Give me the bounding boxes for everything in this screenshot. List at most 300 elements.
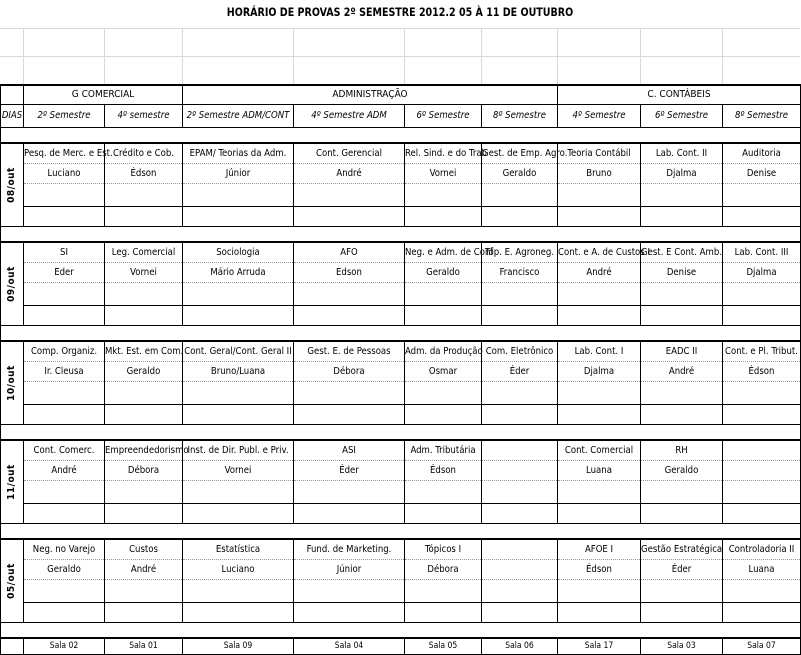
teacher-cell: Vornei (183, 461, 294, 481)
empty-cell (723, 283, 801, 306)
semester-header: 6º Semestre (641, 105, 723, 128)
subject-cell: Neg. no Varejo (24, 539, 105, 560)
empty-cell (24, 306, 105, 326)
teacher-cell: Édson (105, 164, 183, 184)
semester-header: 4º semestre (105, 105, 183, 128)
empty-cell (183, 184, 294, 207)
separator-cell (24, 227, 105, 243)
subject-cell: Empreendedorismo (105, 440, 183, 461)
room-cell: Sala 02 (24, 638, 105, 655)
teacher-cell (723, 461, 801, 481)
empty-cell (105, 580, 183, 603)
empty-cell (294, 207, 405, 227)
blank-row (1, 306, 801, 326)
empty-cell (405, 504, 482, 524)
day-separator-row (1, 524, 801, 540)
teacher-cell: Bruno (558, 164, 641, 184)
day-label-cell (1, 143, 24, 227)
subject-cell: Gest. de Emp. Agro. (482, 143, 558, 164)
teacher-cell: Édson (558, 560, 641, 580)
empty-cell (482, 382, 558, 405)
subject-cell: Inst. de Dir. Publ. e Priv. (183, 440, 294, 461)
empty-cell (294, 283, 405, 306)
subject-cell: Teoria Contábil (558, 143, 641, 164)
empty-cell (641, 580, 723, 603)
day-label: 08/out (6, 167, 17, 203)
room-cell: Sala 07 (723, 638, 801, 655)
separator-cell (24, 524, 105, 540)
subject-cell: Lab. Cont. I (558, 341, 641, 362)
empty-cell (105, 405, 183, 425)
room-cell: Sala 01 (105, 638, 183, 655)
teacher-cell: Luana (558, 461, 641, 481)
semester-header: 2º Semestre ADM/CONT (183, 105, 294, 128)
teacher-cell: André (558, 263, 641, 283)
empty-cell (723, 504, 801, 524)
separator-cell (641, 128, 723, 144)
semester-row (1, 105, 801, 128)
subject-cell: ASI (294, 440, 405, 461)
separator-cell (1, 227, 24, 243)
day-label-cell (1, 539, 24, 623)
separator-cell (183, 524, 294, 540)
teacher-cell: Éder (482, 362, 558, 382)
day-separator-row (1, 128, 801, 144)
empty-cell (558, 382, 641, 405)
empty-cell (482, 306, 558, 326)
room-row (1, 638, 801, 655)
empty-cell (405, 306, 482, 326)
teacher-cell: Luciano (183, 560, 294, 580)
empty-cell (482, 405, 558, 425)
subject-cell: Rel. Sind. e do Trab (405, 143, 482, 164)
subject-cell (723, 440, 801, 461)
empty-cell (294, 382, 405, 405)
empty-cell (558, 603, 641, 623)
subject-row (1, 341, 801, 362)
empty-cell (641, 504, 723, 524)
subject-cell: Gest. E Cont. Amb. (641, 242, 723, 263)
teacher-cell: Débora (105, 461, 183, 481)
teacher-row (1, 263, 801, 283)
course-group-row (1, 85, 801, 105)
subject-cell: Com. Eletrônico (482, 341, 558, 362)
teacher-cell: Vornei (105, 263, 183, 283)
separator-cell (105, 623, 183, 639)
room-cell: Sala 06 (482, 638, 558, 655)
empty-cell (294, 603, 405, 623)
day-label-cell (1, 440, 24, 524)
semester-header: 4º Semestre (558, 105, 641, 128)
teacher-cell: Geraldo (641, 461, 723, 481)
separator-cell (558, 326, 641, 342)
teacher-cell (482, 461, 558, 481)
separator-cell (183, 326, 294, 342)
empty-cell (405, 603, 482, 623)
separator-cell (24, 425, 105, 441)
empty-cell (558, 481, 641, 504)
empty-cell (558, 184, 641, 207)
separator-cell (405, 524, 482, 540)
subject-cell: Cont. Gerencial (294, 143, 405, 164)
separator-cell (294, 425, 405, 441)
empty-cell (24, 283, 105, 306)
subject-cell: Cont. Comerc. (24, 440, 105, 461)
subject-row (1, 440, 801, 461)
empty-cell (405, 382, 482, 405)
separator-cell (723, 425, 801, 441)
separator-cell (723, 128, 801, 144)
empty-cell (405, 207, 482, 227)
page-title: HORÁRIO DE PROVAS 2º SEMESTRE 2012.2 05 À 11 DE OUTUBRO (226, 5, 574, 19)
subject-cell: AFOE I (558, 539, 641, 560)
blank-row (1, 184, 801, 207)
separator-cell (24, 128, 105, 144)
separator-cell (405, 326, 482, 342)
separator-cell (482, 425, 558, 441)
subject-cell: Tóp. E. Agroneg. (482, 242, 558, 263)
empty-cell (641, 603, 723, 623)
subject-cell: AFO (294, 242, 405, 263)
separator-cell (24, 326, 105, 342)
blank-row (1, 283, 801, 306)
blank-row (1, 207, 801, 227)
subject-cell: Adm. Tributária (405, 440, 482, 461)
teacher-cell: Geraldo (405, 263, 482, 283)
day-separator-row (1, 227, 801, 243)
separator-cell (1, 524, 24, 540)
separator-cell (641, 227, 723, 243)
subject-row (1, 539, 801, 560)
empty-cell (183, 283, 294, 306)
empty-cell (405, 184, 482, 207)
empty-cell (482, 580, 558, 603)
teacher-cell: Edson (294, 263, 405, 283)
separator-cell (641, 524, 723, 540)
empty-cell (294, 184, 405, 207)
teacher-cell: Júnior (183, 164, 294, 184)
separator-cell (405, 425, 482, 441)
separator-cell (482, 326, 558, 342)
blank-row (1, 504, 801, 524)
teacher-cell: André (641, 362, 723, 382)
empty-cell (558, 306, 641, 326)
teacher-cell: André (294, 164, 405, 184)
subject-row (1, 242, 801, 263)
empty-cell (482, 481, 558, 504)
empty-cell (723, 184, 801, 207)
separator-cell (183, 128, 294, 144)
corner-cell (1, 85, 24, 105)
empty-cell (558, 405, 641, 425)
empty-cell (405, 405, 482, 425)
empty-cell (405, 481, 482, 504)
day-label: 05/out (6, 563, 17, 599)
separator-cell (641, 623, 723, 639)
empty-cell (641, 184, 723, 207)
group-g-comercial: G COMERCIAL (24, 85, 183, 105)
subject-cell: Gestão Estratégica (641, 539, 723, 560)
empty-cell (183, 306, 294, 326)
group-administracao: ADMINISTRAÇÃO (183, 85, 558, 105)
teacher-cell: Geraldo (105, 362, 183, 382)
subject-cell (482, 539, 558, 560)
teacher-cell: Denise (641, 263, 723, 283)
teacher-cell: Débora (405, 560, 482, 580)
separator-cell (723, 326, 801, 342)
separator-cell (558, 425, 641, 441)
semester-header: 8º Semestre (723, 105, 801, 128)
separator-cell (482, 623, 558, 639)
subject-cell: Fund. de Marketing. (294, 539, 405, 560)
separator-cell (641, 425, 723, 441)
empty-cell (294, 481, 405, 504)
teacher-cell: Djalma (723, 263, 801, 283)
teacher-cell: Eder (24, 263, 105, 283)
separator-cell (482, 227, 558, 243)
empty-cell (641, 481, 723, 504)
semester-header: 2º Semestre (24, 105, 105, 128)
empty-cell (24, 207, 105, 227)
empty-cell (558, 504, 641, 524)
separator-cell (183, 623, 294, 639)
separator-cell (105, 326, 183, 342)
empty-cell (641, 405, 723, 425)
day-separator-row (1, 623, 801, 639)
empty-cell (183, 481, 294, 504)
teacher-cell: Djalma (558, 362, 641, 382)
separator-cell (723, 227, 801, 243)
room-cell: Sala 03 (641, 638, 723, 655)
teacher-cell (482, 560, 558, 580)
subject-cell: Cont. Comercial (558, 440, 641, 461)
separator-cell (1, 425, 24, 441)
day-label: 09/out (6, 266, 17, 302)
separator-cell (641, 326, 723, 342)
teacher-cell: Édson (405, 461, 482, 481)
separator-cell (558, 227, 641, 243)
empty-cell (183, 603, 294, 623)
separator-cell (1, 326, 24, 342)
teacher-cell: Mário Arruda (183, 263, 294, 283)
empty-cell (105, 283, 183, 306)
teacher-cell: Débora (294, 362, 405, 382)
teacher-cell: Geraldo (24, 560, 105, 580)
separator-cell (723, 623, 801, 639)
empty-cell (183, 405, 294, 425)
subject-cell: Adm. da Produção (405, 341, 482, 362)
separator-cell (294, 227, 405, 243)
empty-cell (723, 306, 801, 326)
subject-cell: Leg. Comercial (105, 242, 183, 263)
empty-cell (183, 580, 294, 603)
empty-cell (294, 504, 405, 524)
empty-cell (723, 405, 801, 425)
empty-cell (183, 382, 294, 405)
day-separator-row (1, 326, 801, 342)
subject-cell: Lab. Cont. III (723, 242, 801, 263)
exam-schedule-table (0, 84, 801, 655)
empty-cell (24, 184, 105, 207)
teacher-cell: Francisco (482, 263, 558, 283)
empty-cell (24, 481, 105, 504)
spreadsheet-gridlines (0, 28, 800, 84)
subject-cell: Lab. Cont. II (641, 143, 723, 164)
teacher-cell: Luciano (24, 164, 105, 184)
empty-cell (105, 504, 183, 524)
empty-cell (641, 306, 723, 326)
separator-cell (723, 524, 801, 540)
empty-cell (482, 504, 558, 524)
empty-cell (105, 603, 183, 623)
day-separator-row (1, 425, 801, 441)
subject-cell: Cont. e Pl. Tribut. (723, 341, 801, 362)
empty-cell (641, 283, 723, 306)
teacher-row (1, 362, 801, 382)
teacher-cell: André (105, 560, 183, 580)
separator-cell (1, 128, 24, 144)
subject-cell: Auditoria (723, 143, 801, 164)
empty-cell (482, 184, 558, 207)
semester-header: 8º Semestre (482, 105, 558, 128)
subject-cell: Pesq. de Merc. e Est. (24, 143, 105, 164)
separator-cell (105, 524, 183, 540)
empty-cell (105, 184, 183, 207)
separator-cell (405, 128, 482, 144)
dias-header: DIAS (1, 105, 24, 128)
subject-cell: Neg. e Adm. de Conf (405, 242, 482, 263)
subject-cell: Tópicos I (405, 539, 482, 560)
subject-cell: Mkt. Est. em Com. (105, 341, 183, 362)
empty-cell (641, 382, 723, 405)
subject-cell: Estatística (183, 539, 294, 560)
subject-cell: Comp. Organiz. (24, 341, 105, 362)
empty-cell (24, 580, 105, 603)
empty-cell (183, 504, 294, 524)
room-cell: Sala 04 (294, 638, 405, 655)
separator-cell (105, 227, 183, 243)
separator-cell (405, 623, 482, 639)
empty-cell (405, 580, 482, 603)
day-label-cell (1, 341, 24, 425)
teacher-row (1, 164, 801, 184)
semester-header: 6º Semestre (405, 105, 482, 128)
teacher-row (1, 560, 801, 580)
teacher-cell: Ir. Cleusa (24, 362, 105, 382)
teacher-cell: Bruno/Luana (183, 362, 294, 382)
blank-row (1, 481, 801, 504)
empty-cell (558, 283, 641, 306)
room-cell: Sala 05 (405, 638, 482, 655)
separator-cell (482, 524, 558, 540)
teacher-cell: Júnior (294, 560, 405, 580)
empty-cell (641, 207, 723, 227)
empty-cell (723, 382, 801, 405)
subject-cell: Cont. e A. de Custos I (558, 242, 641, 263)
blank-row (1, 603, 801, 623)
separator-cell (405, 227, 482, 243)
separator-cell (558, 128, 641, 144)
subject-cell: Cont. Geral/Cont. Geral II (183, 341, 294, 362)
day-label: 11/out (6, 464, 17, 500)
empty-cell (482, 603, 558, 623)
empty-cell (24, 382, 105, 405)
empty-cell (294, 405, 405, 425)
empty-cell (405, 283, 482, 306)
separator-cell (294, 326, 405, 342)
subject-cell: EPAM/ Teorias da Adm. (183, 143, 294, 164)
teacher-cell: Osmar (405, 362, 482, 382)
subject-cell: Crédito e Cob. (105, 143, 183, 164)
teacher-cell: Édson (723, 362, 801, 382)
subject-cell: Custos (105, 539, 183, 560)
subject-cell: Gest. E. de Pessoas (294, 341, 405, 362)
separator-cell (294, 128, 405, 144)
teacher-row (1, 461, 801, 481)
empty-cell (24, 504, 105, 524)
separator-cell (183, 425, 294, 441)
empty-cell (558, 207, 641, 227)
empty-cell (723, 207, 801, 227)
separator-cell (482, 128, 558, 144)
blank-row (1, 405, 801, 425)
separator-cell (183, 227, 294, 243)
empty-cell (482, 207, 558, 227)
separator-cell (1, 623, 24, 639)
teacher-cell: Vornei (405, 164, 482, 184)
empty-cell (183, 207, 294, 227)
empty-cell (105, 306, 183, 326)
separator-cell (558, 623, 641, 639)
empty-cell (24, 603, 105, 623)
empty-cell (24, 405, 105, 425)
separator-cell (294, 524, 405, 540)
separator-cell (105, 128, 183, 144)
subject-row (1, 143, 801, 164)
empty-cell (294, 306, 405, 326)
semester-header: 4º Semestre ADM (294, 105, 405, 128)
room-cell: Sala 09 (183, 638, 294, 655)
teacher-cell: Denise (723, 164, 801, 184)
teacher-cell: Geraldo (482, 164, 558, 184)
blank-row (1, 580, 801, 603)
subject-cell: EADC II (641, 341, 723, 362)
teacher-cell: Éder (641, 560, 723, 580)
subject-cell: RH (641, 440, 723, 461)
teacher-cell: Luana (723, 560, 801, 580)
empty-cell (723, 481, 801, 504)
separator-cell (294, 623, 405, 639)
empty-cell (723, 603, 801, 623)
teacher-cell: Djalma (641, 164, 723, 184)
empty-cell (105, 481, 183, 504)
subject-cell (482, 440, 558, 461)
day-label: 10/out (6, 365, 17, 401)
separator-cell (105, 425, 183, 441)
blank-row (1, 382, 801, 405)
group-c-contabeis: C. CONTÁBEIS (558, 85, 801, 105)
subject-cell: SI (24, 242, 105, 263)
empty-cell (105, 207, 183, 227)
empty-cell (482, 283, 558, 306)
subject-cell: Sociologia (183, 242, 294, 263)
separator-cell (558, 524, 641, 540)
room-corner-cell (1, 638, 24, 655)
subject-cell: Controladoria II (723, 539, 801, 560)
separator-cell (24, 623, 105, 639)
empty-cell (105, 382, 183, 405)
empty-cell (723, 580, 801, 603)
